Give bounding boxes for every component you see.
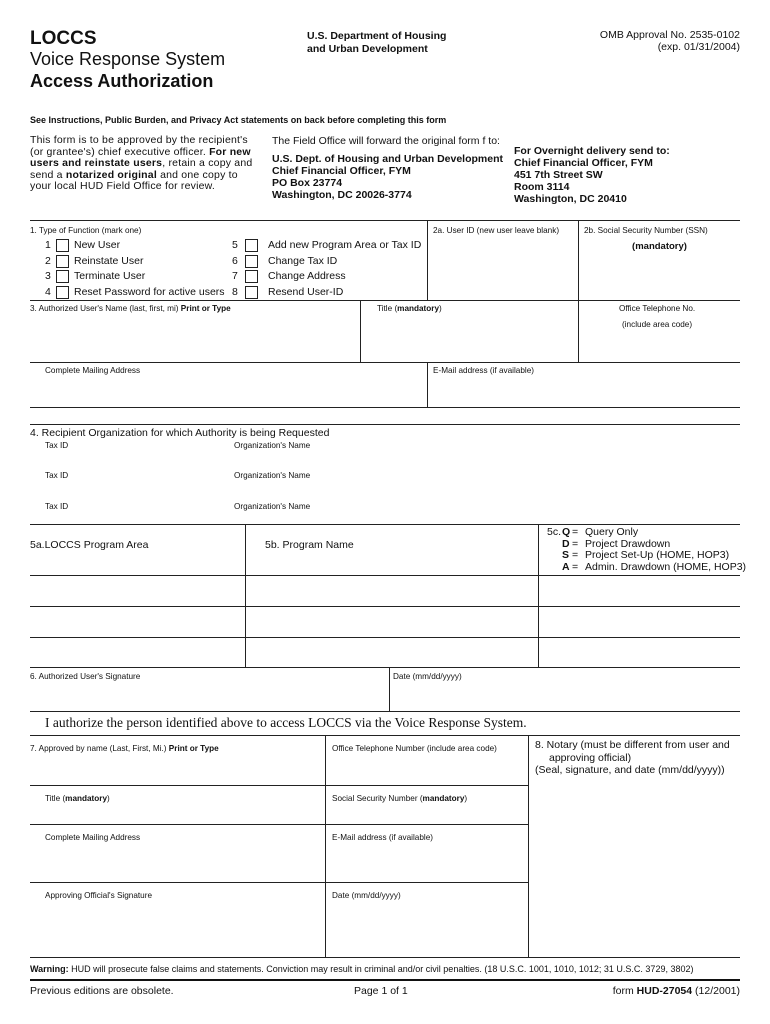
mailing-address-field[interactable] <box>30 378 426 406</box>
user-signature-label: 6. Authorized User's Signature <box>30 672 141 681</box>
office-phone-field[interactable] <box>579 332 740 361</box>
ssn-mandatory: (mandatory) <box>632 241 687 252</box>
function-options-right <box>232 238 427 300</box>
rule-mailing-bottom <box>30 407 740 408</box>
title-label: Title (mandatory) <box>377 304 442 313</box>
program-area-label: 5a.LOCCS Program Area <box>30 539 149 551</box>
approver-title-label: Title (mandatory) <box>45 794 110 803</box>
notary-label: 8. Notary (must be different from user and approving official) (Seal, signature, and date (mm/dd/yyyy)) <box>535 739 730 776</box>
approver-signature-label: Approving Official's Signature <box>45 891 152 900</box>
tax-id-field-1[interactable] <box>45 452 225 468</box>
user-date-field[interactable] <box>390 684 740 710</box>
rule-section1-top <box>30 220 740 221</box>
approved-by-label: 7. Approved by name (Last, First, Mi.) Print or Type <box>30 744 219 753</box>
email-field[interactable] <box>428 378 740 406</box>
recipient-org-label: 4. Recipient Organization for which Authority is being Requested <box>30 427 330 439</box>
rule-7-row3 <box>30 882 528 883</box>
approver-ssn-field[interactable] <box>326 806 527 823</box>
approver-email-label: E-Mail address (if available) <box>332 833 434 842</box>
rule-section7-top <box>30 735 740 736</box>
approver-title-field[interactable] <box>30 806 324 823</box>
email-label: E-Mail address (if available) <box>433 366 535 375</box>
authorized-user-name-field[interactable] <box>30 316 359 361</box>
form-number: form HUD-27054 (12/2001) <box>612 985 740 997</box>
warning-statement: Warning: HUD will prosecute false claims and statements. Conviction may result in criminal and/or civil penalties. (18 U.S.C. 1001, 1010, 1012; 31 U.S.C. 3729, 3802) <box>30 964 694 974</box>
org-name-label-3: Organization's Name <box>234 502 311 511</box>
program-area-field-2[interactable] <box>30 607 244 636</box>
checkbox-reset-password[interactable] <box>56 286 69 299</box>
access-code-field-3[interactable] <box>539 638 740 666</box>
intro-line-2: (or grantee's) chief executive officer. For new <box>30 145 251 158</box>
checkbox-terminate-user[interactable] <box>56 270 69 283</box>
tax-id-label-2: Tax ID <box>45 471 69 480</box>
rule-footer-top <box>30 957 740 958</box>
user-id-label: 2a. User ID (new user leave blank) <box>433 226 560 235</box>
approver-ssn-label: Social Security Number (mandatory) <box>332 794 468 803</box>
intro-line-3: users and reinstate users, retain a copy and <box>30 157 253 169</box>
intro-line-1: This form is to be approved by the recipient's <box>30 134 248 146</box>
instructions-note: See Instructions, Public Burden, and Privacy Act statements on back before completing this form <box>30 115 447 125</box>
program-name-label: 5b. Program Name <box>265 539 354 551</box>
rule-section6-bottom <box>30 711 740 712</box>
approver-signature-field[interactable] <box>30 903 324 956</box>
checkbox-add-program-area[interactable] <box>245 239 258 252</box>
page-number: Page 1 of 1 <box>354 985 408 997</box>
approver-mailing-label: Complete Mailing Address <box>45 833 141 842</box>
user-date-label: Date (mm/dd/yyyy) <box>393 672 462 681</box>
approver-mailing-field[interactable] <box>30 845 324 881</box>
intro-line-4: send a notarized original and one copy to <box>30 168 238 181</box>
omb-approval: OMB Approval No. 2535-0102 (exp. 01/31/2004) <box>599 29 740 53</box>
option-resend-user-id: 8 Resend User-ID <box>232 285 344 298</box>
rule-7-row1 <box>30 785 528 786</box>
program-area-field-1[interactable] <box>30 576 244 605</box>
approver-phone-field[interactable] <box>326 756 527 784</box>
previous-editions-note: Previous editions are obsolete. <box>30 985 174 997</box>
checkbox-change-tax-id[interactable] <box>245 255 258 268</box>
rule-section5-top <box>30 524 740 525</box>
program-name-field-1[interactable] <box>246 576 537 605</box>
authorization-statement: I authorize the person identified above to access LOCCS via the Voice Response System. <box>45 715 527 730</box>
org-name-label-1: Organization's Name <box>234 441 311 450</box>
notary-seal-area[interactable] <box>529 780 740 956</box>
rule-mailing-top <box>30 362 740 363</box>
approver-email-field[interactable] <box>326 845 527 881</box>
approver-date-field[interactable] <box>326 903 527 956</box>
overnight-delivery-address: For Overnight delivery send to: Chief Financial Officer, FYM 451 7th Street SW Room 3114 Washington, DC 20410 <box>514 145 670 205</box>
checkbox-reinstate-user[interactable] <box>56 255 69 268</box>
rule-section6-top <box>30 667 740 668</box>
approver-phone-label: Office Telephone Number (include area code) <box>332 744 497 753</box>
authorized-user-name-label: 3. Authorized User's Name (last, first, mi) Print or Type <box>30 304 231 313</box>
option-change-tax-id: 6 Change Tax ID <box>232 254 338 267</box>
org-name-field-1[interactable] <box>234 452 734 468</box>
approved-by-field[interactable] <box>30 756 324 784</box>
title-field[interactable] <box>361 316 577 361</box>
checkbox-resend-user-id[interactable] <box>245 286 258 299</box>
ssn-label: 2b. Social Security Number (SSN) <box>584 226 708 235</box>
org-name-field-2[interactable] <box>234 482 734 498</box>
form-title-loccs: LOCCS <box>30 28 97 49</box>
type-of-function-label: 1. Type of Function (mark one) <box>30 226 142 235</box>
org-name-field-3[interactable] <box>234 512 734 523</box>
org-name-label-2: Organization's Name <box>234 471 311 480</box>
rule-section4-top <box>30 424 740 425</box>
office-phone-sub: (include area code) <box>622 320 693 329</box>
form-title-access: Access Authorization <box>30 71 214 91</box>
intro-instructions <box>30 135 258 193</box>
rule-footer-thick <box>30 979 740 981</box>
tax-id-field-3[interactable] <box>45 512 225 523</box>
access-code-field-2[interactable] <box>539 607 740 636</box>
department-name: U.S. Department of Housing and Urban Development <box>307 30 447 55</box>
program-name-field-2[interactable] <box>246 607 537 636</box>
checkbox-change-address[interactable] <box>245 270 258 283</box>
access-code-field-1[interactable] <box>539 576 740 605</box>
checkbox-new-user[interactable] <box>56 239 69 252</box>
rule-7-row2 <box>30 824 528 825</box>
tax-id-label-1: Tax ID <box>45 441 69 450</box>
ssn-field[interactable] <box>579 254 740 299</box>
access-codes-legend: 5c. Q = Query Only D = Project Drawdown S = Project Set-Up (HOME, HOP3) A = Admin. Drawdown (HOME, HOP3) <box>547 526 747 573</box>
user-signature-field[interactable] <box>30 684 388 710</box>
mailing-address-label: Complete Mailing Address <box>45 366 141 375</box>
program-name-field-3[interactable] <box>246 638 537 666</box>
option-change-address: 7 Change Address <box>232 270 346 282</box>
user-id-field[interactable] <box>428 236 577 299</box>
program-area-field-3[interactable] <box>30 638 244 666</box>
tax-id-label-3: Tax ID <box>45 502 69 511</box>
office-phone-label: Office Telephone No. <box>619 304 696 313</box>
field-office-address: The Field Office will forward the original form f to: U.S. Dept. of Housing and Urban Development Chief Financial Officer, FYM PO Box 23774 Washington, DC 20026-3774 <box>272 135 504 201</box>
tax-id-field-2[interactable] <box>45 482 225 498</box>
form-title-system: Voice Response System <box>30 49 226 69</box>
option-add-program-area: 5 Add new Program Area or Tax ID <box>232 239 422 251</box>
rule-section3-top <box>30 300 740 301</box>
approver-date-label: Date (mm/dd/yyyy) <box>332 891 401 900</box>
intro-line-5: your local HUD Field Office for review. <box>30 180 215 192</box>
